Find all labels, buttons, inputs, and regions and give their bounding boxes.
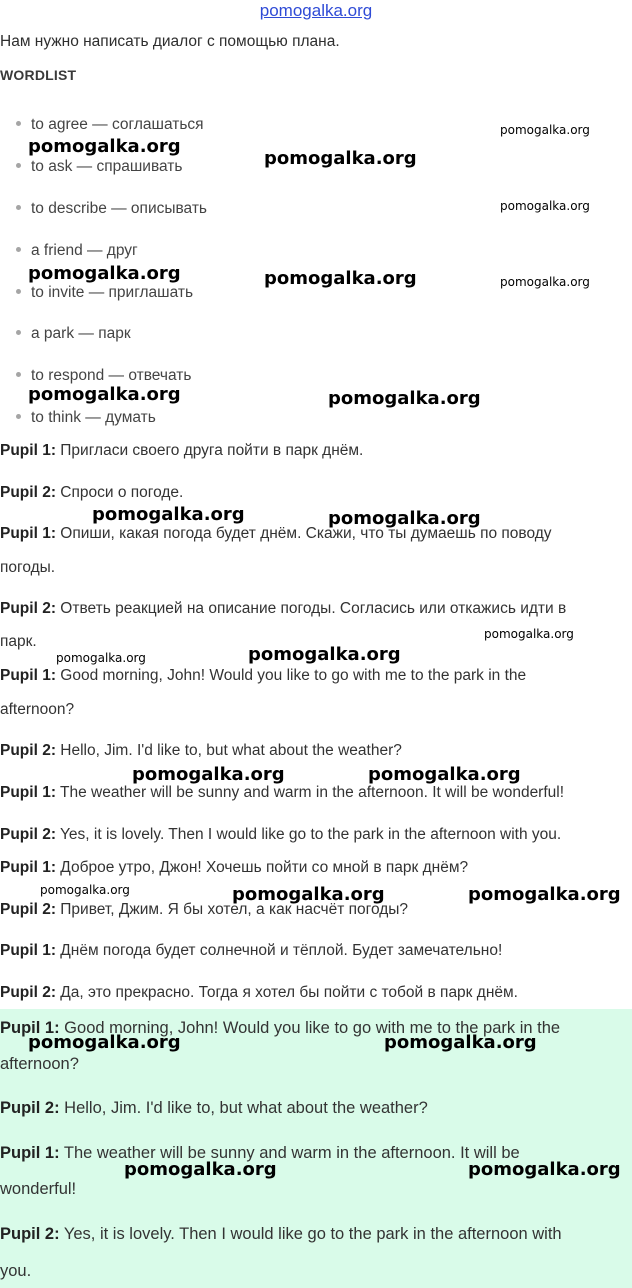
answer-line: Pupil 1: The weather will be sunny and warm in the afternoon. It will be	[0, 1144, 520, 1162]
watermark: pomogalka.org	[484, 627, 574, 641]
wordlist-item: to think — думать	[0, 408, 156, 428]
bullet-icon	[16, 247, 21, 252]
dialog-ru-line: Pupil 2: Да, это прекрасно. Тогда я хотел бы пойти с тобой в парк днём.	[0, 984, 518, 1001]
watermark: pomogalka.org	[56, 651, 146, 665]
wordlist-item: to respond — отвечать	[0, 366, 191, 386]
plan-line-cont: погоды.	[0, 559, 56, 576]
watermark: pomogalka.org	[264, 148, 417, 169]
watermark: pomogalka.org	[248, 644, 401, 665]
answer-line-cont: wonderful!	[0, 1180, 77, 1198]
plan-line: Pupil 2: Спроси о погоде.	[0, 484, 184, 501]
site-link[interactable]: pomogalka.org	[259, 1, 373, 20]
plan-line: Pupil 1: Опиши, какая погода будет днём. Скажи, что ты думаешь по поводу	[0, 525, 552, 542]
watermark: pomogalka.org	[264, 268, 417, 289]
dialog-en-line: Pupil 1: Good morning, John! Would you like to go with me to the park in the	[0, 667, 527, 684]
plan-line-cont: парк.	[0, 633, 37, 650]
watermark: pomogalka.org	[28, 384, 181, 405]
watermark: pomogalka.org	[500, 123, 590, 137]
watermark: pomogalka.org	[468, 1159, 621, 1180]
bullet-icon	[16, 163, 21, 168]
watermark: pomogalka.org	[28, 1032, 181, 1053]
dialog-en-line: Pupil 2: Hello, Jim. I'd like to, but what about the weather?	[0, 742, 402, 759]
watermark: pomogalka.org	[124, 1159, 277, 1180]
watermark: pomogalka.org	[40, 883, 130, 897]
answer-line-cont: afternoon?	[0, 1055, 79, 1073]
bullet-icon	[16, 372, 21, 377]
plan-line: Pupil 2: Ответь реакцией на описание погоды. Согласись или откажись идти в	[0, 600, 567, 617]
bullet-icon	[16, 205, 21, 210]
dialog-ru-line: Pupil 1: Доброе утро, Джон! Хочешь пойти со мной в парк днём?	[0, 859, 469, 876]
wordlist-heading: WORDLIST	[0, 67, 77, 83]
bullet-icon	[16, 121, 21, 126]
wordlist-item: to invite — приглашать	[0, 283, 193, 303]
watermark: pomogalka.org	[28, 263, 181, 284]
wordlist-item: a park — парк	[0, 324, 131, 344]
answer-line: Pupil 2: Yes, it is lovely. Then I would like go to the park in the afternoon with	[0, 1225, 562, 1243]
watermark: pomogalka.org	[28, 136, 181, 157]
dialog-en-line: Pupil 2: Yes, it is lovely. Then I would like go to the park in the afternoon with you.	[0, 826, 562, 843]
dialog-ru-line: Pupil 1: Днём погода будет солнечной и тёплой. Будет замечательно!	[0, 942, 503, 959]
watermark: pomogalka.org	[384, 1032, 537, 1053]
plan-line: Pupil 1: Пригласи своего друга пойти в парк днём.	[0, 442, 364, 459]
wordlist-item: to describe — описывать	[0, 199, 207, 219]
watermark: pomogalka.org	[328, 388, 481, 409]
dialog-en-line-cont: afternoon?	[0, 701, 75, 718]
watermark: pomogalka.org	[500, 275, 590, 289]
watermark: pomogalka.org	[232, 884, 385, 905]
wordlist-item: a friend — друг	[0, 241, 138, 261]
dialog-en-line: Pupil 1: The weather will be sunny and warm in the afternoon. It will be wonderful!	[0, 784, 565, 801]
intro-text: Нам нужно написать диалог с помощью плана.	[0, 33, 340, 50]
answer-line: Pupil 2: Hello, Jim. I'd like to, but what about the weather?	[0, 1099, 428, 1117]
watermark: pomogalka.org	[132, 764, 285, 785]
answer-line: Pupil 1: Good morning, John! Would you like to go with me to the park in the	[0, 1019, 561, 1037]
wordlist-item: to agree — соглашаться	[0, 115, 204, 135]
watermark: pomogalka.org	[92, 504, 245, 525]
watermark: pomogalka.org	[468, 884, 621, 905]
wordlist-item: to ask — спрашивать	[0, 157, 182, 177]
bullet-icon	[16, 289, 21, 294]
bullet-icon	[16, 414, 21, 419]
watermark: pomogalka.org	[328, 508, 481, 529]
dialog-ru-line: Pupil 2: Привет, Джим. Я бы хотел, а как насчёт погоды?	[0, 901, 409, 918]
watermark: pomogalka.org	[500, 199, 590, 213]
bullet-icon	[16, 330, 21, 335]
answer-line-cont: you.	[0, 1262, 32, 1280]
watermark: pomogalka.org	[368, 764, 521, 785]
